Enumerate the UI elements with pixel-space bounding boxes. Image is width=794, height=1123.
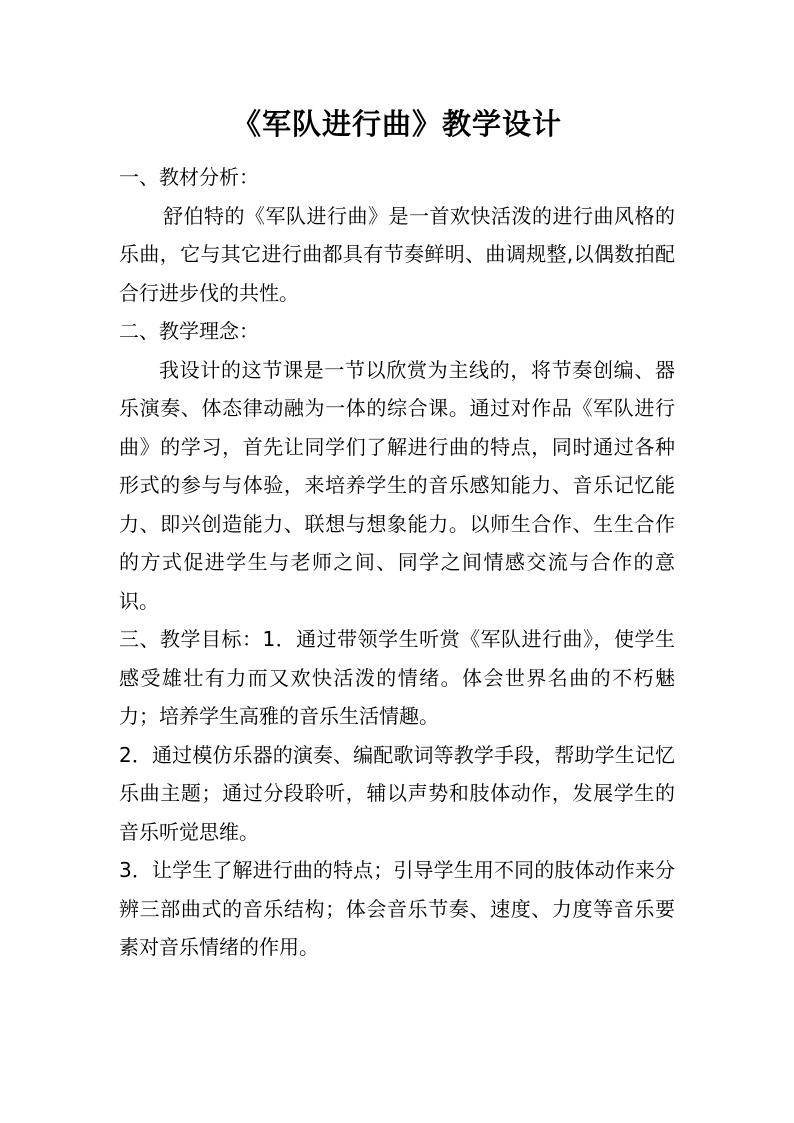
document-body xyxy=(119,158,675,967)
paragraph-analysis: 舒伯特的《军队进行曲》是一首欢快活泼的进行曲风格的乐曲，它与其它进行曲都具有节奏鲜明、曲调规整,以偶数拍配合行进步伐的共性。 xyxy=(119,203,675,305)
paragraph-goals-1: 三、教学目标：1．通过带领学生听赏《军队进行曲》，使学生感受雄壮有力而又欢快活泼的情绪。体会世界名曲的不朽魅力；培养学生高雅的音乐生活情趣。 xyxy=(119,627,675,728)
section-heading-philosophy: 二、教学理念： xyxy=(119,319,259,343)
paragraph-goals-2: 2．通过模仿乐器的演奏、编配歌词等教学手段，帮助学生记忆乐曲主题；通过分段聆听，辅以声势和肢体动作，发展学生的音乐听觉思维。 xyxy=(119,742,675,844)
section-heading-analysis: 一、教材分析： xyxy=(119,165,259,189)
document-title: 《军队进行曲》教学设计 xyxy=(231,107,562,141)
paragraph-goals-3: 3．让学生了解进行曲的特点；引导学生用不同的肢体动作来分辨三部曲式的音乐结构；体会音乐节奏、速度、力度等音乐要素对音乐情绪的作用。 xyxy=(119,858,675,959)
paragraph-philosophy: 我设计的这节课是一节以欣赏为主线的，将节奏创编、器乐演奏、体态律动融为一体的综合课。通过对作品《军队进行曲》的学习，首先让同学们了解进行曲的特点，同时通过各种形式的参与与体验，来培养学生的音乐感知能力、音乐记忆能力、即兴创造能力、联想与想象能力。以师生合作、生生合作的方式促进学生与老师之间、同学之间情感交流与合作的意识。 xyxy=(119,357,675,613)
